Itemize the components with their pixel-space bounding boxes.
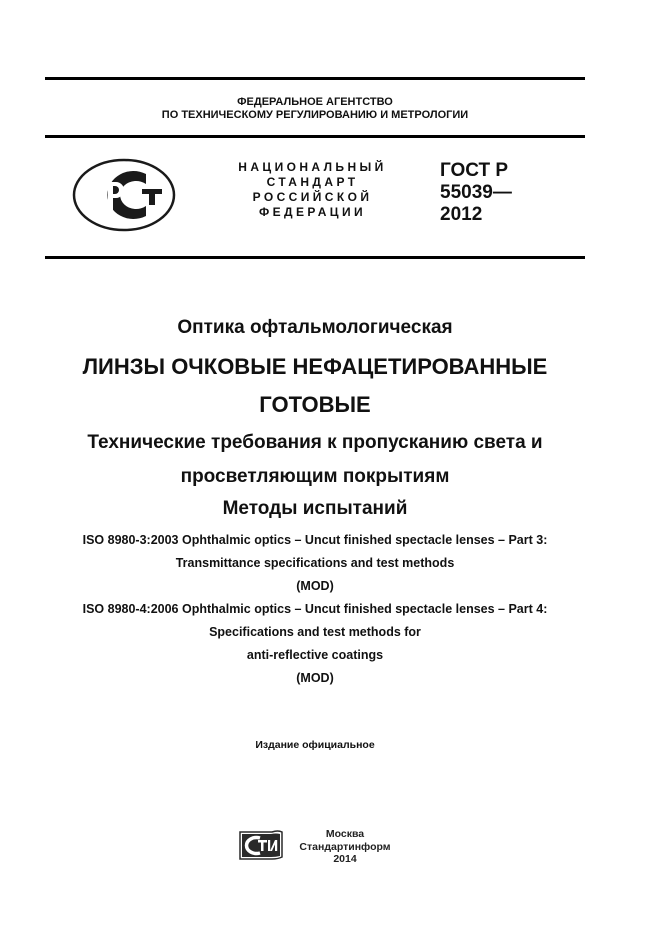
standartinform-logo-icon xyxy=(238,829,284,863)
top-rule xyxy=(45,77,585,80)
iso-ref-1-line-1: ISO 8980-3:2003 Ophthalmic optics – Uncut finished spectacle lenses – Part 3: xyxy=(82,533,548,547)
gost-line-3: 2012 xyxy=(440,204,483,225)
national-line-1: НАЦИОНАЛЬНЫЙ xyxy=(238,160,387,174)
national-standard-label xyxy=(225,160,400,220)
title-subject: Оптика офтальмологическая xyxy=(177,317,453,338)
national-line-4: ФЕДЕРАЦИИ xyxy=(258,205,367,219)
iso-ref-2-line-3: anti-reflective coatings xyxy=(246,648,384,662)
gost-number xyxy=(440,160,512,226)
publisher-info xyxy=(290,828,400,866)
rst-logo-icon xyxy=(72,158,176,232)
iso-ref-2-line-1: ISO 8980-4:2006 Ophthalmic optics – Uncut finished spectacle lenses – Part 4: xyxy=(82,602,548,616)
gost-line-1: ГОСТ Р xyxy=(440,160,509,181)
gost-line-2: 55039— xyxy=(440,182,512,203)
bottom-rule xyxy=(45,256,585,259)
iso-ref-2-mod: (MOD) xyxy=(296,671,334,685)
iso-ref-1-mod: (MOD) xyxy=(296,579,334,593)
agency-line-2: ПО ТЕХНИЧЕСКОМУ РЕГУЛИРОВАНИЮ И МЕТРОЛОГИИ xyxy=(161,109,469,121)
title-main-line-2: ГОТОВЫЕ xyxy=(259,392,371,417)
edition-label: Издание официальное xyxy=(255,739,375,751)
agency-heading xyxy=(45,96,585,122)
agency-line-1: ФЕДЕРАЛЬНОЕ АГЕНТСТВО xyxy=(237,96,393,108)
national-line-3: РОССИЙСКОЙ xyxy=(252,190,373,204)
title-methods: Методы испытаний xyxy=(222,498,408,519)
title-sub-line-2: просветляющим покрытиям xyxy=(180,466,450,487)
publisher-name: Стандартинформ xyxy=(299,840,391,853)
title-main-line-1: ЛИНЗЫ ОЧКОВЫЕ НЕФАЦЕТИРОВАННЫЕ xyxy=(82,354,548,379)
national-line-2: СТАНДАРТ xyxy=(266,175,359,189)
iso-ref-2-line-2: Specifications and test methods for xyxy=(209,625,421,639)
title-sub-line-1: Технические требования к пропусканию света и xyxy=(87,432,543,453)
middle-rule xyxy=(45,135,585,138)
iso-ref-1-line-2: Transmittance specifications and test methods xyxy=(175,556,455,570)
publisher-city: Москва xyxy=(325,828,365,840)
publisher-year: 2014 xyxy=(333,853,357,865)
